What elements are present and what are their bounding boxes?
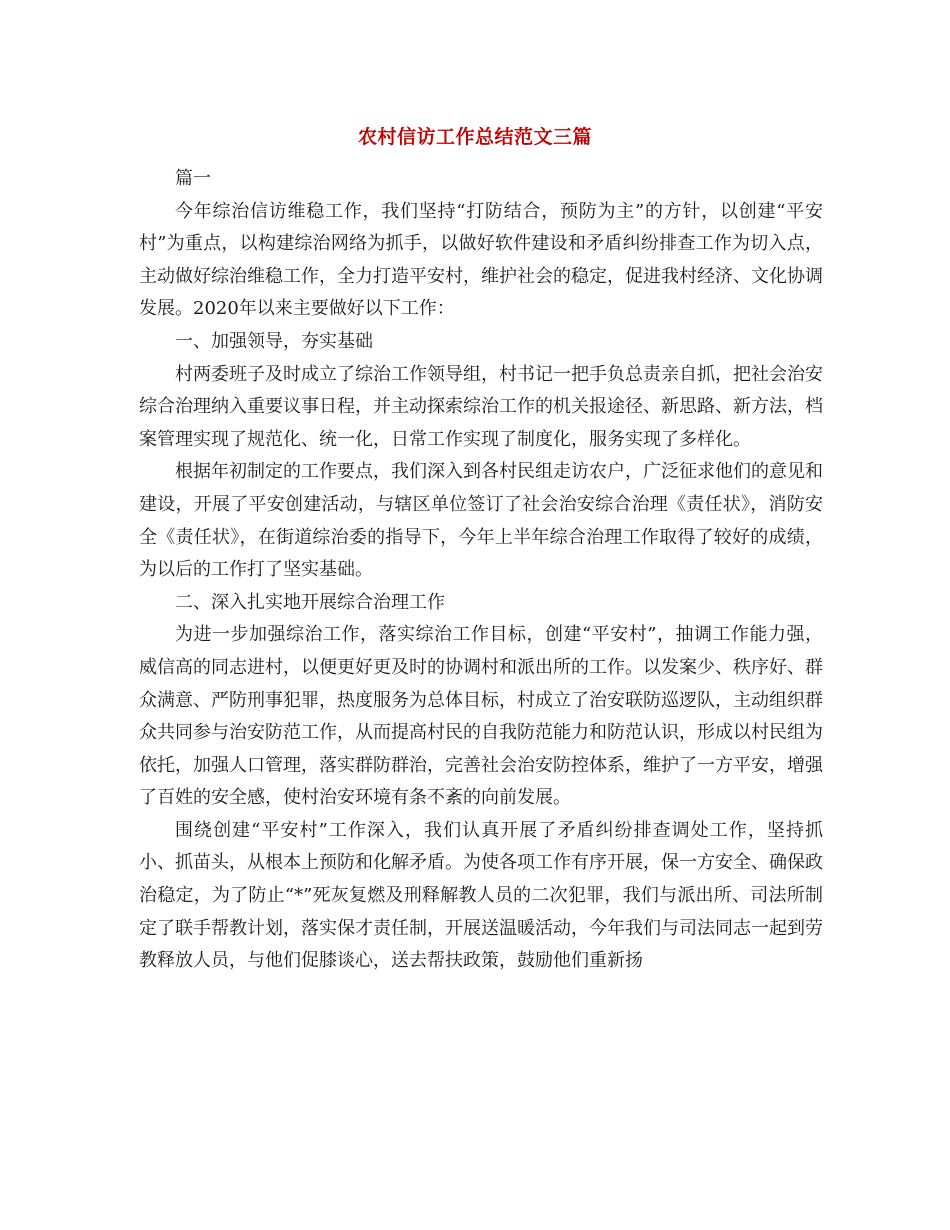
body-paragraph: 为进一步加强综治工作，落实综治工作目标，创建“平安村”，抽调工作能力强，威信高的同志进村，以便更好更及时的协调村和派出所的工作。以发案少、秩序好、群众满意、严防刑事犯罪，热度服务为总体目标，村成立了治安联防巡逻队，主动组织群众共同参与治安防范工作，从而提高村民的自我防范能力和防范认识，形成以村民组为依托，加强人口管理，落实群防群治，完善社会治安防控体系，维护了一方平安，增强了百姓的安全感，使村治安环境有条不紊的向前发展。 <box>139 624 823 809</box>
intro-paragraph: 今年综治信访维稳工作，我们坚持“打防结合，预防为主”的方针，以创建“平安村”为重点，以构建综治网络为抓手，以做好软件建设和矛盾纠纷排查工作为切入点，主动做好综治维稳工作，全力打造平安村，维护社会的稳定，促进我村经济、文化协调发展。2020年以来主要做好以下工作： <box>139 200 823 320</box>
document-title: 农村信访工作总结范文三篇 <box>357 126 592 148</box>
section-heading-1: 一、加强领导，夯实基础 <box>175 330 373 352</box>
document-body <box>139 163 823 978</box>
body-paragraph: 根据年初制定的工作要点，我们深入到各村民组走访农户，广泛征求他们的意见和建设，开展了平安创建活动，与辖区单位签订了社会治安综合治理《责任状》，消防安全《责任状》，在街道综治委的指导下，今年上半年综合治理工作取得了较好的成绩，为以后的工作打了坚实基础。 <box>139 461 823 581</box>
section-heading-2: 二、深入扎实地开展综合治理工作 <box>175 591 445 613</box>
section-label: 篇一 <box>175 168 211 189</box>
body-paragraph: 村两委班子及时成立了综治工作领导组，村书记一把手负总责亲自抓，把社会治安综合治理纳入重要议事日程，并主动探索综治工作的机关报途径、新思路、新方法，档案管理实现了规范化、统一化，日常工作实现了制度化，服务实现了多样化。 <box>139 363 823 450</box>
body-paragraph: 围绕创建“平安村”工作深入，我们认真开展了矛盾纠纷排查调处工作，坚持抓小、抓苗头，从根本上预防和化解矛盾。为使各项工作有序开展，保一方安全、确保政治稳定，为了防止“*”死灰复燃及刑释解教人员的二次犯罪，我们与派出所、司法所制定了联手帮教计划，落实保才责任制，开展送温暖活动，今年我们与司法同志一起到劳教释放人员，与他们促膝谈心，送去帮扶政策，鼓励他们重新扬 <box>139 819 823 972</box>
